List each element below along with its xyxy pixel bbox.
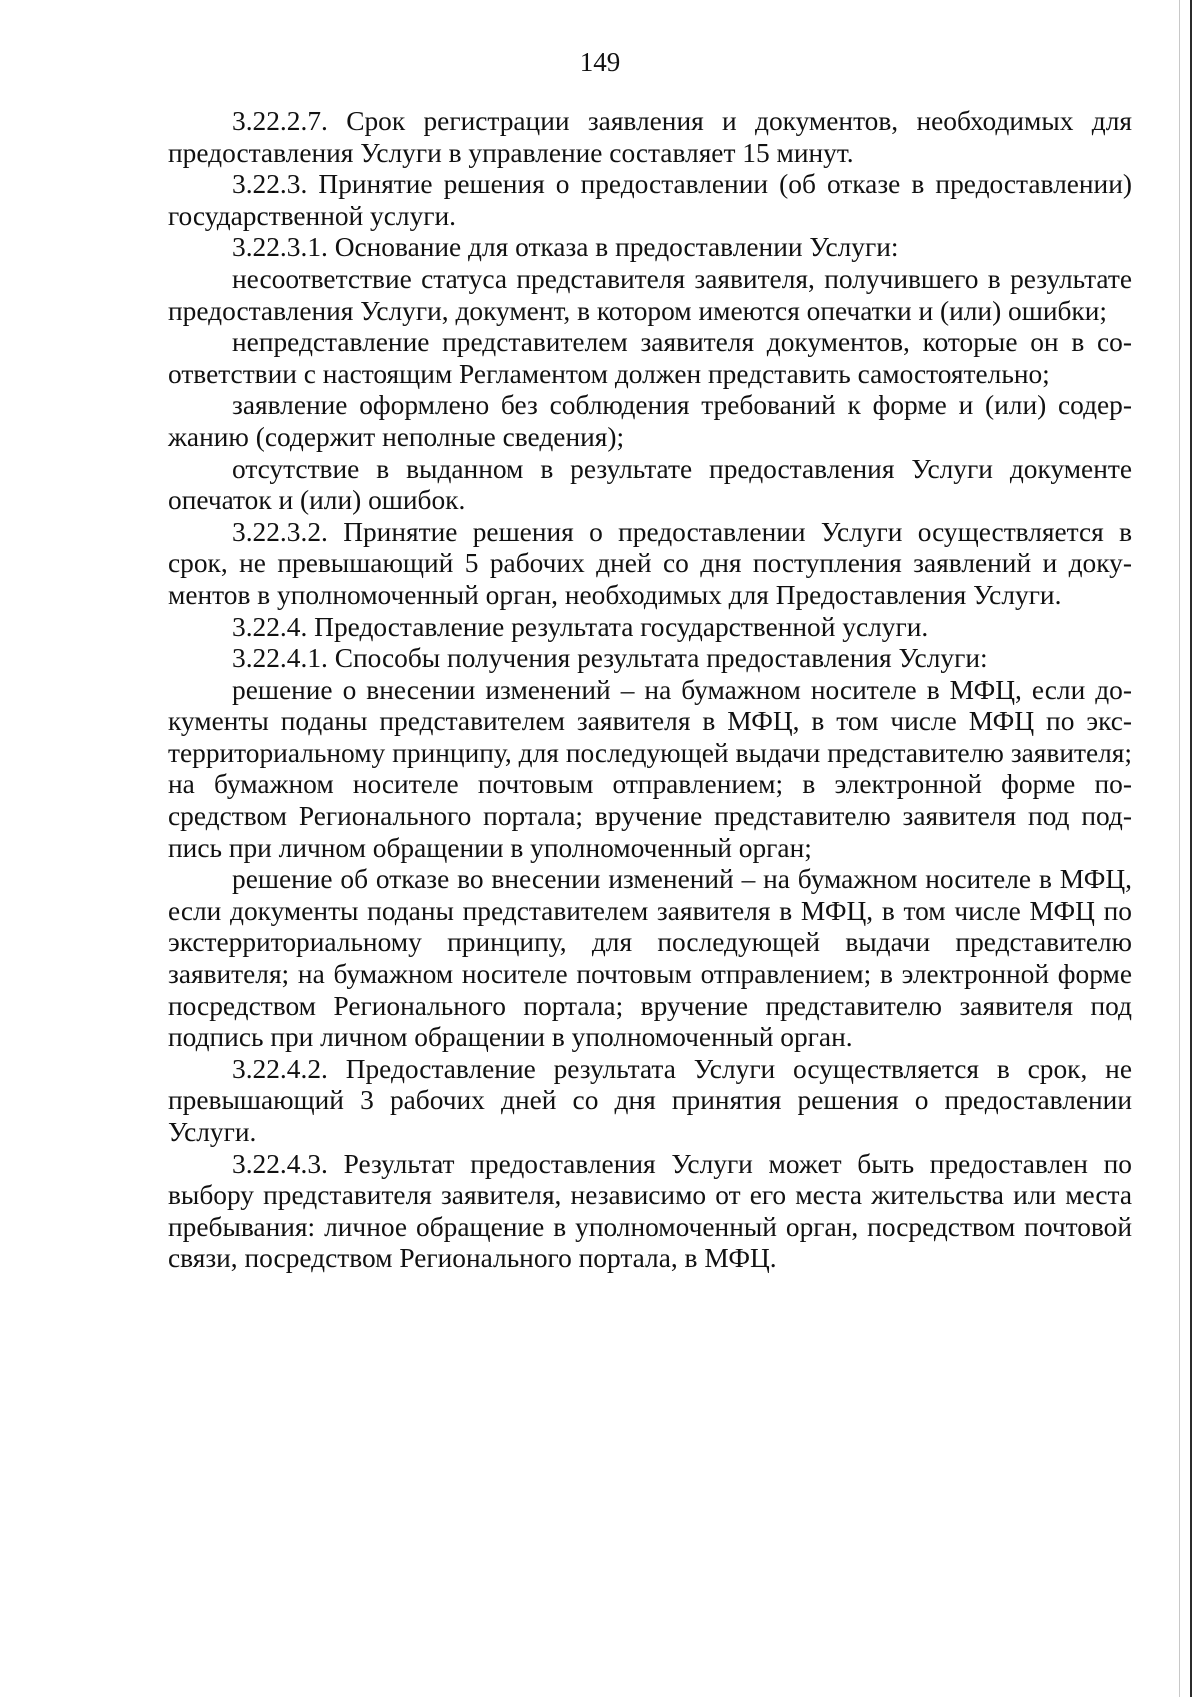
result-method-changes: решение о внесении изменений – на бумажном носителе в МФЦ, если документы поданы представителем заявителя в МФЦ, в том числе МФЦ по экстерриториальному принципу, для последующей выдачи представителю заявителя; на бумажном носителе почтовым отправлением; в электронной форме посредством Регионального портала; вручение представителю заявителя под подпись при личном обращении в уполномоченный орган; [168, 674, 1132, 863]
refusal-ground-form: заявление оформлено без соблюдения требований к форме и (или) содержанию (содержит неполные сведения); [168, 390, 1132, 452]
refusal-ground-no-errors: отсутствие в выданном в результате предоставления Услуги документе опечаток и (или) ошибок. [168, 453, 1132, 516]
scan-edge-line [1190, 0, 1192, 1697]
paragraph-3-22-4: 3.22.4. Предоставление результата государственной услуги. [232, 611, 929, 642]
scan-edge-shadow [1179, 0, 1180, 1697]
refusal-ground-status: несоответствие статуса представителя заявителя, получившего в результате предоставления Услуги, документ, в котором имеются опечатки и (или) ошибки; [168, 263, 1132, 326]
paragraph-3-22-3: 3.22.3. Принятие решения о предоставлении (об отказе в предоставлении) государственной услуги. [168, 169, 1132, 231]
paragraph-3-22-4-3: 3.22.4.3. Результат предоставления Услуги может быть предоставлен по выбору представителя заявителя, независимо от его места жительства или места пребывания: личное обращение в уполномоченный орган, посредством почтовой связи, посредством Регионального портала, в МФЦ. [168, 1148, 1132, 1274]
paragraph-3-22-4-1: 3.22.4.1. Способы получения результата предоставления Услуги: [232, 643, 988, 674]
result-method-refusal: решение об отказе во внесении изменений – на бумажном носителе в МФЦ, если документы поданы представителем заявителя в МФЦ, в том числе МФЦ по экстерриториальному принципу, для последующей выдачи представителю заявителя; на бумажном носителе почтовым отправлением; в электронной форме посредством Регионального портала; вручение представителю заявителя под подпись при личном обращении в уполномоченный орган. [168, 864, 1132, 1053]
refusal-ground-documents: непредставление представителем заявителя документов, которые он в соответствии с настоящим Регламентом должен представить самостоятельно; [168, 327, 1132, 389]
paragraph-3-22-3-1: 3.22.3.1. Основание для отказа в предоставлении Услуги: [232, 232, 899, 263]
paragraph-3-22-3-2: 3.22.3.2. Принятие решения о предоставлении Услуги осуществляется в срок, не превышающий 5 рабочих дней со дня поступления заявлений и документов в уполномоченный орган, необходимых для Предоставления Услуги. [168, 516, 1132, 610]
paragraph-3-22-4-2: 3.22.4.2. Предоставление результата Услуги осуществляется в срок, не превышающий 3 рабочих дней со дня принятия решения о предоставлении Услуги. [168, 1053, 1132, 1147]
page-number: 149 [579, 47, 621, 77]
paragraph-3-22-2-7: 3.22.2.7. Срок регистрации заявления и документов, необходимых для предоставления Услуги в управление составляет 15 минут. [168, 106, 1132, 168]
document-body [168, 106, 1132, 1275]
